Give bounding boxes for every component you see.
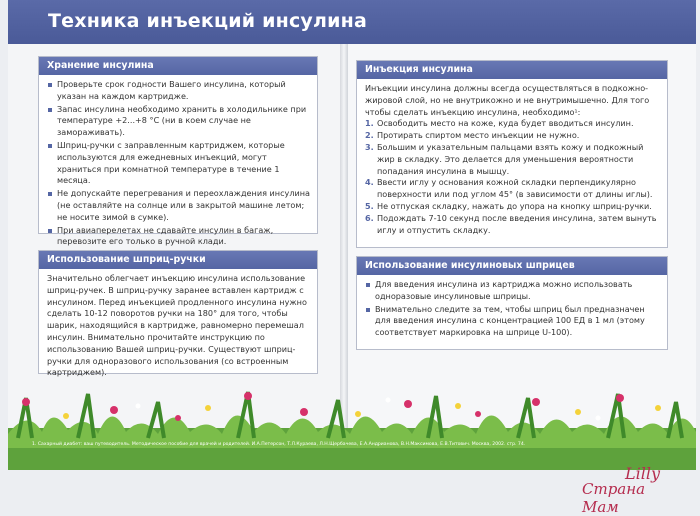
step-text: Подождать 7-10 секунд после введения инсулина, затем вынуть иглу и отпустить складку. [377, 212, 657, 235]
storage-section [38, 56, 318, 247]
list-item: Запас инсулина необходимо хранить в холодильнике при температуре +2...+8 °С (ни в коем случае не замораживать). [47, 104, 311, 139]
step-text: Большим и указательным пальцами взять кожу и подкожный жир в складку. Это делается для уменьшения вероятности попадания инсулина в мышцу. [377, 141, 644, 176]
footnote: 1. Сахарный диабет: ваш путеводитель. Методическое пособие для врачей и родителей. И.А.Петерсон, Т.Л.Кураева, Л.Н.Щербачева, Е.А.Андрианова, В.Н.Максимова, Е.В.Титович. Москва, 2002. стр. 74. [32, 442, 526, 447]
step-number: 3. [365, 141, 374, 152]
step-number: 4. [365, 177, 374, 188]
storage-heading: Хранение инсулина [39, 57, 317, 75]
step-number: 2. [365, 130, 374, 141]
pen-heading: Использование шприц-ручки [39, 251, 317, 269]
step-text: Не отпуская складку, нажать до упора на кнопку шприц-ручки. [377, 200, 652, 211]
syringes-section [356, 256, 668, 350]
watermark-brand: Lilly [624, 464, 660, 483]
step-text: Протирать спиртом место инъекции не нужно. [377, 130, 580, 141]
list-item: Внимательно следите за тем, чтобы шприц был предназначен для введения инсулина с концентрацией 100 ЕД в 1 мл (этому соответствует маркировка на шприце U-100). [365, 304, 661, 339]
step-text: Ввести иглу у основания кожной складки перпендикулярно поверхности или под углом 45° (в зависимости от длины иглы). [377, 177, 653, 200]
injection-steps [365, 118, 661, 236]
list-item: Для введения инсулина из картриджа можно использовать одноразовые инсулиновые шприцы. [365, 279, 661, 303]
pen-text: Значительно облегчает инъекцию инсулина использование шприц-ручек. В шприц-ручку заранее вставлен картридж с инсулином. Перед инъекцией продленного инсулина нужно сделать 10-12 поворотов ручки на 180° для того, чтобы шарик, находящийся в картридже, равномерно перемешал инсулин. Внимательно прочитайте инструкцию по использованию Вашей шприц-ручки. Существуют шприц-ручки для одноразового использования (со встроенным картриджем). [47, 273, 307, 378]
storage-list [47, 79, 311, 248]
watermark-site: Страна Мам [582, 480, 646, 516]
step-text: Освободить место на коже, куда будет вводиться инсулин. [377, 118, 634, 129]
list-item: Не допускайте перегревания и переохлаждения инсулина (не оставляйте на солнце или в закрытой машине летом; не носите зимой в сумке). [47, 188, 311, 223]
injection-section [356, 60, 668, 248]
step-number: 6. [365, 212, 374, 223]
title-bar [8, 0, 696, 44]
injection-heading: Инъекция инсулина [357, 61, 667, 79]
page-title: Техника инъекций инсулина [48, 10, 367, 32]
list-item: При авиаперелетах не сдавайте инсулин в багаж, перевозите его только в ручной клади. [47, 225, 311, 249]
step-number: 5. [365, 200, 374, 211]
site-watermark [582, 464, 692, 516]
pen-section [38, 250, 318, 378]
list-item: Шприц-ручки с заправленным картриджем, которые используются для ежедневных инъекций, могут храниться при комнатной температуре в течение 1 месяца. [47, 140, 311, 187]
list-item [365, 177, 661, 201]
syringes-heading: Использование инсулиновых шприцев [357, 257, 667, 275]
list-item [365, 118, 661, 130]
step-number: 1. [365, 118, 374, 129]
meadow-illustration [8, 388, 696, 470]
syringes-list [365, 279, 661, 339]
list-item: Проверьте срок годности Вашего инсулина, который указан на каждом картридже. [47, 79, 311, 103]
list-item [365, 213, 661, 237]
list-item [365, 142, 661, 177]
injection-intro: Инъекции инсулина должны всегда осуществляться в подкожно-жировой слой, но не внутрикожно и не внутримышечно. Для того чтобы сделать инъекцию инсулина, необходимо¹: [365, 83, 650, 117]
list-item [365, 201, 661, 213]
list-item [365, 130, 661, 142]
